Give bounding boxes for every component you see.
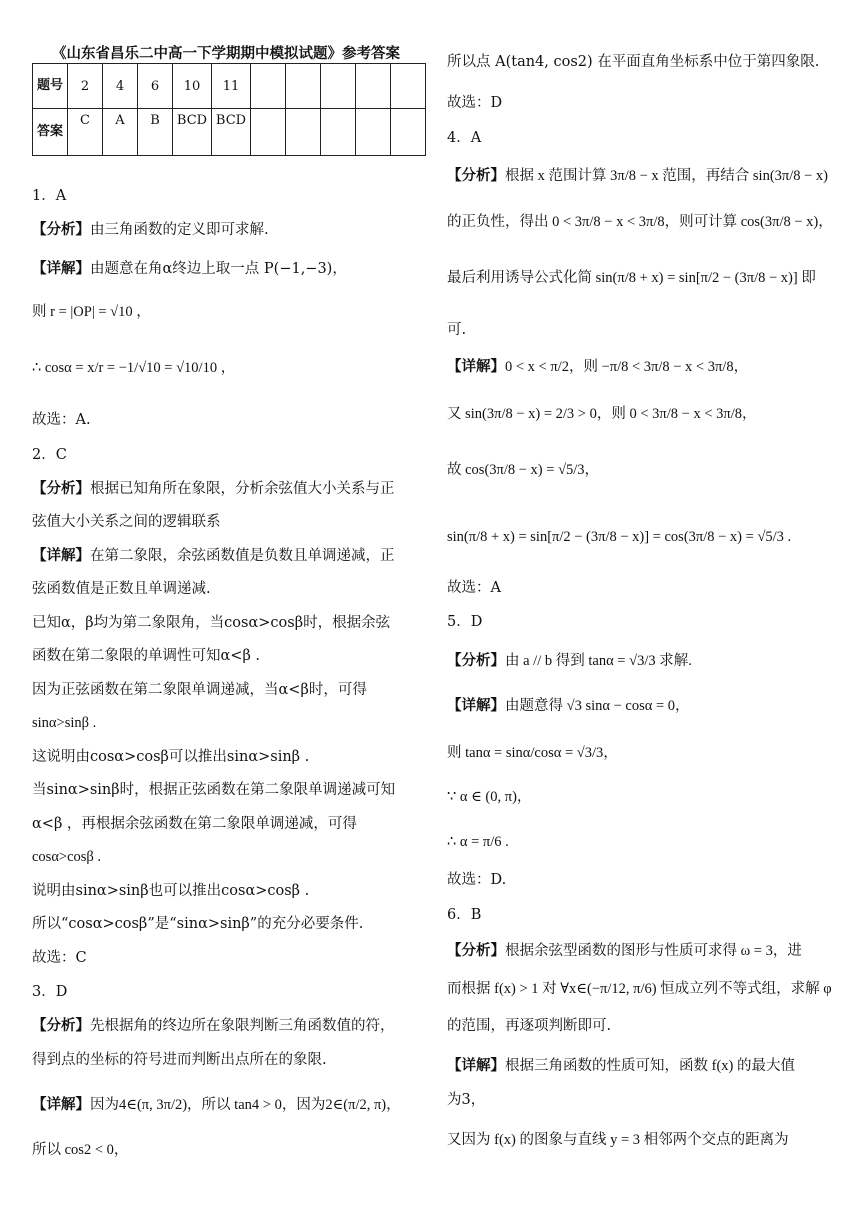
q2-line: 所以“cosα>cosβ”是“sinα>sinβ”的充分必要条件. xyxy=(32,916,364,932)
analysis-tag: 【分析】 xyxy=(447,652,505,669)
q5-detail-line: ∵ α ∈ (0, π)， xyxy=(447,789,532,805)
answer-cell xyxy=(391,109,426,156)
detail-tag: 【详解】 xyxy=(447,358,505,375)
q3-detail xyxy=(32,1095,401,1115)
detail-text: 在第二象限，余弦函数值是负数且单调递减，正 xyxy=(90,548,395,564)
q4-detail-line: 又 sin(3π/8 − x) = 2/3 > 0，则 0 < 3π/8 − x < 3π/8， xyxy=(447,406,757,422)
q2-line: 函数在第二象限的单调性可知α<β . xyxy=(32,648,261,664)
q6-detail-line: 又因为 f(x) 的图象与直线 y = 3 相邻两个交点的距离为 xyxy=(447,1132,789,1148)
analysis-tag: 【分析】 xyxy=(32,1017,90,1034)
answer-table-number-row xyxy=(33,64,426,109)
answer-cell xyxy=(356,109,391,156)
q2-line: 当sinα>sinβ时，根据正弦函数在第二象限单调递减可知 xyxy=(32,782,396,798)
answer-cell xyxy=(286,109,321,156)
answer-cell: BCD xyxy=(212,109,251,156)
number-cell xyxy=(251,64,286,109)
question-3-heading: 3．D xyxy=(32,984,68,1000)
question-5-heading: 5．D xyxy=(447,614,483,630)
q4-analysis-cont: 的正负性，得出 0 < 3π/8 − x < 3π/8，则可计算 cos(3π/8 − x)， xyxy=(447,214,833,230)
q4-detail-line: sin(π/8 + x) = sin[π/2 − (3π/8 − x)] = cos(3π/8 − x) = √5/3 . xyxy=(447,529,792,545)
detail-tag: 【详解】 xyxy=(447,697,505,714)
q2-line: 已知α，β均为第二象限角，当cosα>cosβ时，根据余弦 xyxy=(32,615,391,631)
q2-line: 说明由sinα>sinβ也可以推出cosα>cosβ . xyxy=(32,883,310,899)
analysis-tag: 【分析】 xyxy=(447,942,505,959)
answer-table-answer-row xyxy=(33,109,426,156)
q2-line: sinα>sinβ . xyxy=(32,715,97,731)
answer-cell xyxy=(321,109,356,156)
q6-analysis-cont: 而根据 f(x) > 1 对 ∀x∈(−π/12, π/6) 恒成立列不等式组，求解 φ xyxy=(447,981,832,997)
q2-detail-cont: 弦函数值是正数且单调递减. xyxy=(32,581,211,597)
q4-choice: 故选：A xyxy=(447,580,501,596)
answer-cell: BCD xyxy=(173,109,212,156)
q6-analysis xyxy=(447,941,802,961)
detail-text: 0 < x < π/2，则 −π/8 < 3π/8 − x < 3π/8， xyxy=(505,359,749,375)
q2-line: 因为正弦函数在第二象限单调递减，当α<β时，可得 xyxy=(32,682,367,698)
question-2-heading: 2．C xyxy=(32,447,67,463)
number-cell xyxy=(391,64,426,109)
detail-tag: 【详解】 xyxy=(447,1057,505,1074)
detail-text: 根据三角函数的性质可知，函数 f(x) 的最大值 xyxy=(505,1058,795,1074)
answer-cell: C xyxy=(68,109,103,156)
number-cell xyxy=(321,64,356,109)
q5-detail xyxy=(447,696,690,716)
q4-detail-line: 故 cos(3π/8 − x) = √5/3， xyxy=(447,462,600,478)
q1-radius-line: 则 r = |OP| = √10 ， xyxy=(32,304,151,320)
analysis-tag: 【分析】 xyxy=(32,221,90,238)
q2-analysis-cont: 弦值大小关系之间的逻辑联系 xyxy=(32,514,221,530)
number-cell xyxy=(356,64,391,109)
q4-detail xyxy=(447,357,748,377)
detail-text: 由题意在角α终边上取一点 P(−1,−3)， xyxy=(90,261,347,277)
q2-choice: 故选：C xyxy=(32,950,87,966)
detail-tag: 【详解】 xyxy=(32,260,90,277)
q5-analysis xyxy=(447,651,692,671)
q5-choice: 故选：D. xyxy=(447,872,507,888)
answer-cell xyxy=(251,109,286,156)
number-cell xyxy=(286,64,321,109)
q1-analysis xyxy=(32,220,269,240)
number-cell: 2 xyxy=(68,64,103,109)
answer-cell: B xyxy=(138,109,173,156)
analysis-text: 由 a // b 得到 tanα = √3/3 求解. xyxy=(505,653,692,669)
q3-analysis-cont: 得到点的坐标的符号进而判断出点所在的象限. xyxy=(32,1052,327,1068)
q4-analysis-cont: 可. xyxy=(447,322,467,338)
q3-analysis xyxy=(32,1016,395,1036)
analysis-text: 根据已知角所在象限，分析余弦值大小关系与正 xyxy=(90,481,395,497)
q6-detail-line: 为3， xyxy=(447,1092,486,1108)
number-row-header: 题号 xyxy=(33,64,68,109)
q2-detail xyxy=(32,546,395,566)
number-cell: 10 xyxy=(173,64,212,109)
q5-detail-line: ∴ α = π/6 . xyxy=(447,834,509,850)
q2-line: α<β ，再根据余弦函数在第二象限单调递减，可得 xyxy=(32,816,357,832)
analysis-text: 由三角函数的定义即可求解. xyxy=(90,222,269,238)
question-1-heading: 1．A xyxy=(32,188,67,204)
analysis-tag: 【分析】 xyxy=(32,480,90,497)
number-cell: 4 xyxy=(103,64,138,109)
q2-line: 这说明由cosα>cosβ可以推出sinα>sinβ . xyxy=(32,749,310,765)
answer-row-header: 答案 xyxy=(33,109,68,156)
q3-conclusion: 所以点 A(tan4, cos2) 在平面直角坐标系中位于第四象限. xyxy=(447,54,820,70)
q2-analysis xyxy=(32,479,395,499)
detail-text: 因为4∈(π, 3π/2)，所以 tan4 > 0，因为2∈(π/2, π)， xyxy=(90,1097,401,1113)
question-6-heading: 6．B xyxy=(447,907,482,923)
number-cell: 6 xyxy=(138,64,173,109)
q1-choice: 故选：A. xyxy=(32,412,91,428)
analysis-text: 根据余弦型函数的图形与性质可求得 ω = 3，进 xyxy=(505,943,802,959)
answer-table xyxy=(32,63,426,156)
q3-detail-cont: 所以 cos2 < 0， xyxy=(32,1142,129,1158)
analysis-tag: 【分析】 xyxy=(447,167,505,184)
q1-detail xyxy=(32,259,347,279)
q1-cos-line: ∴ cosα = x/r = −1/√10 = √10/10 ， xyxy=(32,360,236,376)
q6-analysis-cont: 的范围，再逐项判断即可. xyxy=(447,1018,612,1034)
q5-detail-line: 则 tanα = sinα/cosα = √3/3， xyxy=(447,745,618,761)
answer-cell: A xyxy=(103,109,138,156)
number-cell: 11 xyxy=(212,64,251,109)
q4-analysis xyxy=(447,166,828,186)
q4-analysis-cont: 最后利用诱导公式化简 sin(π/8 + x) = sin[π/2 − (3π/8 − x)] 即 xyxy=(447,270,816,286)
q3-choice: 故选：D xyxy=(447,95,503,111)
analysis-text: 根据 x 范围计算 3π/8 − x 范围，再结合 sin(3π/8 − x) xyxy=(505,168,829,184)
page-title: 《山东省昌乐二中高一下学期期中模拟试题》参考答案 xyxy=(52,45,400,62)
detail-tag: 【详解】 xyxy=(32,547,90,564)
detail-tag: 【详解】 xyxy=(32,1096,90,1113)
q2-line: cosα>cosβ . xyxy=(32,849,102,865)
question-4-heading: 4．A xyxy=(447,130,482,146)
q6-detail xyxy=(447,1056,795,1076)
detail-text: 由题意得 √3 sinα − cosα = 0， xyxy=(505,698,690,714)
analysis-text: 先根据角的终边所在象限判断三角函数值的符， xyxy=(90,1018,395,1034)
